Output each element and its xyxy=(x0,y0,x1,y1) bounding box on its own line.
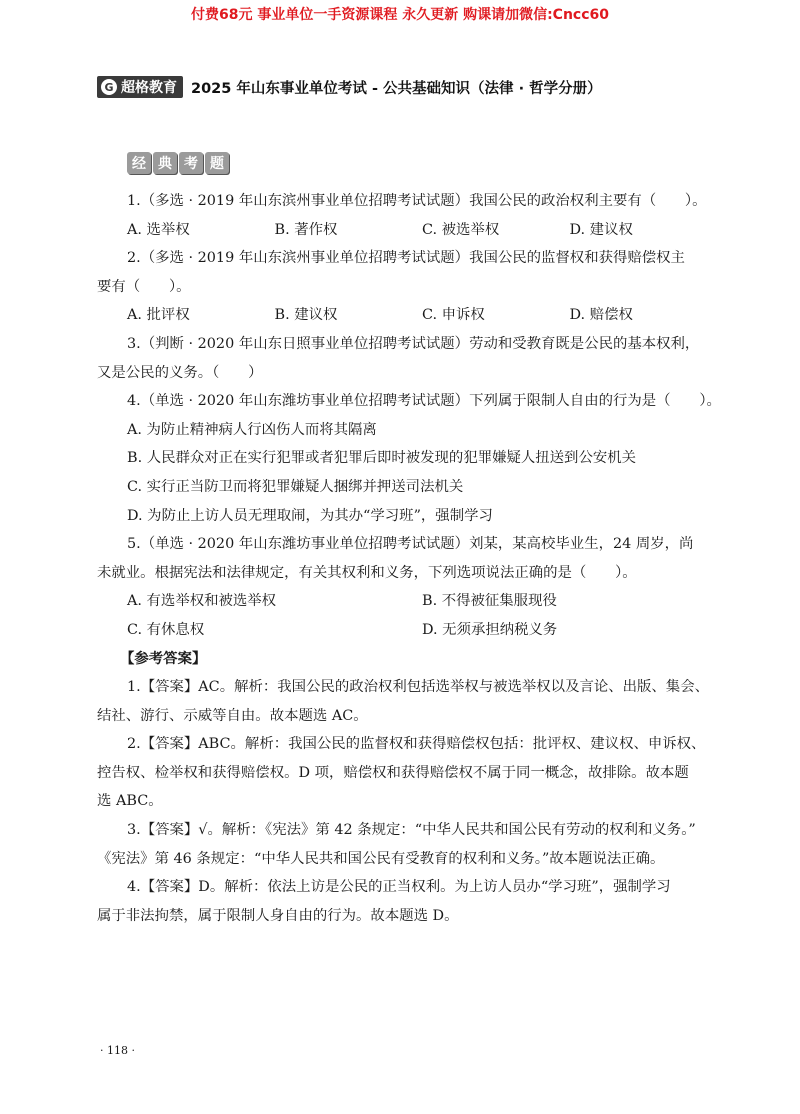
question-3-line-1: 3.（判断 · 2020 年山东日照事业单位招聘考试试题）劳动和受教育既是公民的基本权利， xyxy=(127,335,700,352)
page-number: · 118 · xyxy=(100,1044,135,1057)
question-5-options-row-2 xyxy=(97,616,717,645)
badge-char: 典 xyxy=(153,152,177,174)
option: B. 不得被征集服现役 xyxy=(422,593,557,610)
answer-1-line-1: 1.【答案】AC。解析：我国公民的政治权利包括选举权与被选举权以及言论、出版、集会、 xyxy=(127,679,709,696)
book-title: 2025 年山东事业单位考试 - 公共基础知识（法律 · 哲学分册） xyxy=(191,80,602,97)
question-1-options xyxy=(97,216,717,245)
option: D. 为防止上访人员无理取闹，为其办“学习班”，强制学习 xyxy=(127,507,493,524)
option: A. 有选举权和被选举权 xyxy=(127,593,277,610)
answers-heading: 【参考答案】 xyxy=(120,649,207,667)
question-5-line-1: 5.（单选 · 2020 年山东潍坊事业单位招聘考试试题）刘某，某高校毕业生，24 周岁，尚 xyxy=(127,536,694,553)
option: D. 无须承担纳税义务 xyxy=(422,621,558,638)
question-3-line-2: 又是公民的义务。（ ） xyxy=(97,364,263,381)
option: A. 选举权 xyxy=(127,221,190,238)
option: B. 建议权 xyxy=(274,307,338,324)
question-5-line-2: 未就业。根据宪法和法律规定，有关其权利和义务，下列选项说法正确的是（ ）。 xyxy=(97,564,637,581)
question-content xyxy=(97,187,721,930)
logo-icon: G xyxy=(101,79,117,95)
option: D. 赔偿权 xyxy=(569,307,633,324)
option: C. 实行正当防卫而将犯罪嫌疑人捆绑并押送司法机关 xyxy=(127,478,464,495)
option: C. 被选举权 xyxy=(422,221,500,238)
badge-char: 经 xyxy=(127,152,151,174)
answer-3-line-1: 3.【答案】√。解析：《宪法》第 42 条规定：“中华人民共和国公民有劳动的权利和义务。” xyxy=(127,822,696,839)
option: C. 有休息权 xyxy=(127,621,205,638)
watermark-banner: 付费68元 事业单位一手资源课程 永久更新 购课请加微信:Cncc60 xyxy=(190,7,610,23)
badge-char: 考 xyxy=(179,152,203,174)
answer-3-line-2: 《宪法》第 46 条规定：“中华人民共和国公民有受教育的权利和义务。”故本题说法正确。 xyxy=(97,850,665,867)
answer-2-line-3: 选 ABC。 xyxy=(97,793,163,810)
answer-2-line-1: 2.【答案】ABC。解析：我国公民的监督权和获得赔偿权包括：批评权、建议权、申诉权、 xyxy=(127,736,706,753)
question-2-options xyxy=(97,301,717,330)
option: C. 申诉权 xyxy=(422,307,485,324)
answer-1-line-2: 结社、游行、示威等自由。故本题选 AC。 xyxy=(97,707,368,724)
question-4: 4.（单选 · 2020 年山东潍坊事业单位招聘考试试题）下列属于限制人自由的行为是（ ）。 xyxy=(127,393,721,410)
section-badge-classic-questions xyxy=(127,152,231,174)
option: D. 建议权 xyxy=(569,221,633,238)
option: B. 著作权 xyxy=(274,221,338,238)
question-1: 1.（多选 · 2019 年山东滨州事业单位招聘考试试题）我国公民的政治权利主要有（ ）。 xyxy=(127,193,707,209)
answer-4-line-2: 属于非法拘禁，属于限制人身自由的行为。故本题选 D。 xyxy=(97,907,459,924)
option: B. 人民群众对正在实行犯罪或者犯罪后即时被发现的犯罪嫌疑人扭送到公安机关 xyxy=(127,450,637,467)
option: A. 批评权 xyxy=(127,307,190,324)
answer-4-line-1: 4.【答案】D。解析：依法上访是公民的正当权利。为上访人员办“学习班”，强制学习 xyxy=(127,879,671,896)
badge-char: 题 xyxy=(205,152,229,174)
question-2-line-2: 要有（ ）。 xyxy=(97,278,191,295)
answer-2-line-2: 控告权、检举权和获得赔偿权。D 项，赔偿权和获得赔偿权不属于同一概念，故排除。故本题 xyxy=(97,764,689,781)
publisher-logo xyxy=(97,76,183,98)
question-5-options-row-1 xyxy=(97,587,717,616)
question-2-line-1: 2.（多选 · 2019 年山东滨州事业单位招聘考试试题）我国公民的监督权和获得赔偿权主 xyxy=(127,250,685,267)
option: A. 为防止精神病人行凶伤人而将其隔离 xyxy=(127,421,377,438)
logo-text: 超格教育 xyxy=(121,80,177,96)
page-header xyxy=(97,75,602,99)
